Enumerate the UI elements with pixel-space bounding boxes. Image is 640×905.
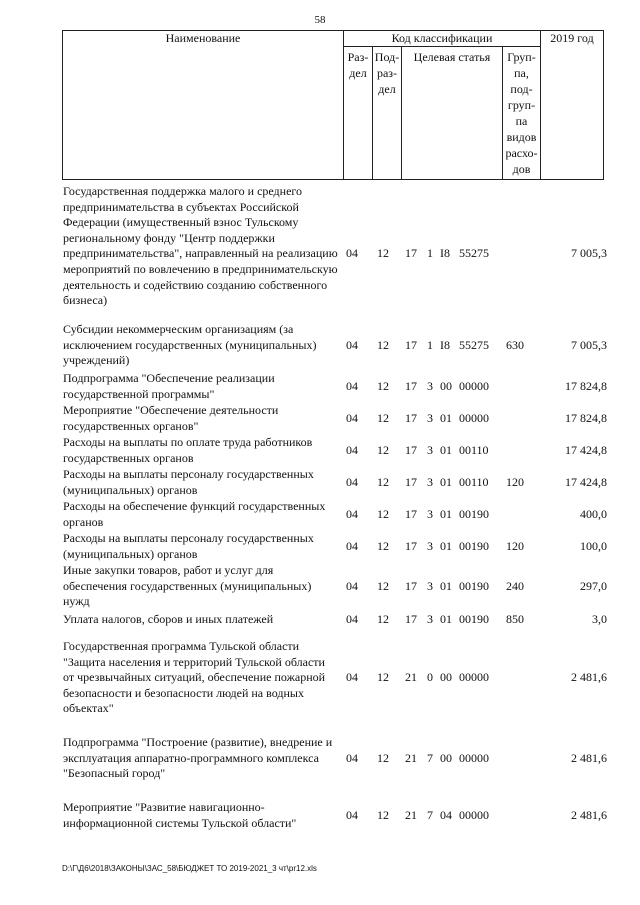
row-cs2: 0 — [427, 670, 433, 684]
row-cs4: 00110 — [459, 475, 489, 489]
row-amount: 7 005,3 — [571, 338, 607, 352]
row-cs4: 00190 — [459, 539, 489, 553]
row-podrazdel: 12 — [377, 751, 389, 765]
row-razdel: 04 — [346, 411, 358, 425]
header-gruppa: Груп- па, под- груп- па видов расхо- дов — [503, 47, 541, 180]
row-amount: 17 424,8 — [565, 475, 607, 489]
row-cs3: 01 — [440, 411, 452, 425]
row-podrazdel: 12 — [377, 246, 389, 260]
table-header — [62, 30, 604, 180]
row-amount: 17 824,8 — [565, 379, 607, 393]
row-name: Иные закупки товаров, работ и услуг для обеспечения государственных (муниципальных) нужд — [63, 563, 312, 609]
row-podrazdel: 12 — [377, 539, 389, 553]
header-celevaya: Целевая статья — [402, 47, 503, 180]
row-cs4: 00190 — [459, 507, 489, 521]
row-cs3: I8 — [440, 246, 450, 260]
row-name: Подпрограмма "Построение (развитие), внедрение и эксплуатация аппаратно-программного комплекса "Безопасный город" — [63, 735, 333, 781]
row-cs1: 21 — [405, 751, 417, 765]
header-year: 2019 год — [541, 31, 604, 180]
row-razdel: 04 — [346, 338, 358, 352]
row-cs3: 01 — [440, 507, 452, 521]
row-cs2: 1 — [427, 338, 433, 352]
row-cs4: 55275 — [459, 246, 489, 260]
row-cs3: 00 — [440, 751, 452, 765]
row-cs4: 55275 — [459, 338, 489, 352]
row-cs1: 17 — [405, 539, 417, 553]
row-podrazdel: 12 — [377, 507, 389, 521]
row-vr: 850 — [506, 612, 524, 626]
row-cs4: 00000 — [459, 379, 489, 393]
row-cs3: 01 — [440, 475, 452, 489]
row-cs2: 1 — [427, 246, 433, 260]
row-vr: 120 — [506, 475, 524, 489]
row-vr: 630 — [506, 338, 524, 352]
row-amount: 17 424,8 — [565, 443, 607, 457]
row-name: Подпрограмма "Обеспечение реализации государственной программы" — [63, 371, 275, 401]
row-cs4: 00110 — [459, 443, 489, 457]
row-cs2: 3 — [427, 539, 433, 553]
row-podrazdel: 12 — [377, 379, 389, 393]
row-amount: 2 481,6 — [571, 808, 607, 822]
page-number: 58 — [314, 14, 326, 26]
row-amount: 17 824,8 — [565, 411, 607, 425]
row-cs3: 01 — [440, 579, 452, 593]
row-amount: 2 481,6 — [571, 751, 607, 765]
row-cs2: 7 — [427, 751, 433, 765]
row-cs4: 00190 — [459, 612, 489, 626]
row-cs3: 01 — [440, 443, 452, 457]
row-razdel: 04 — [346, 507, 358, 521]
row-cs1: 21 — [405, 670, 417, 684]
row-podrazdel: 12 — [377, 670, 389, 684]
row-amount: 7 005,3 — [571, 246, 607, 260]
row-vr: 240 — [506, 579, 524, 593]
row-cs3: I8 — [440, 338, 450, 352]
row-cs2: 3 — [427, 379, 433, 393]
header-name: Наименование — [63, 31, 344, 180]
row-podrazdel: 12 — [377, 443, 389, 457]
row-razdel: 04 — [346, 379, 358, 393]
header-code-group: Код классификации — [344, 31, 541, 47]
row-podrazdel: 12 — [377, 411, 389, 425]
row-podrazdel: 12 — [377, 475, 389, 489]
row-cs4: 00000 — [459, 751, 489, 765]
row-podrazdel: 12 — [377, 579, 389, 593]
row-amount: 400,0 — [580, 507, 607, 521]
row-amount: 3,0 — [592, 612, 607, 626]
row-cs1: 17 — [405, 475, 417, 489]
row-podrazdel: 12 — [377, 808, 389, 822]
row-cs3: 00 — [440, 379, 452, 393]
header-podrazdel: Под- раз- дел — [373, 47, 402, 180]
row-cs4: 00000 — [459, 411, 489, 425]
row-cs4: 00000 — [459, 670, 489, 684]
row-amount: 100,0 — [580, 539, 607, 553]
header-razdel: Раз- дел — [344, 47, 373, 180]
row-amount: 297,0 — [580, 579, 607, 593]
row-amount: 2 481,6 — [571, 670, 607, 684]
row-cs1: 17 — [405, 579, 417, 593]
row-name: Субсидии некоммерческим организациям (за исключением государственных (муниципальных) учреждений) — [63, 322, 317, 368]
row-cs3: 01 — [440, 612, 452, 626]
row-name: Государственная программа Тульской области "Защита населения и территорий Тульской области от чрезвычайных ситуаций, обеспечение пожарной безопасности и безопасности людей на водных объектах" — [63, 639, 326, 716]
row-cs4: 00190 — [459, 579, 489, 593]
row-cs4: 00000 — [459, 808, 489, 822]
row-name: Мероприятие "Обеспечение деятельности государственных органов" — [63, 403, 279, 433]
row-cs3: 04 — [440, 808, 452, 822]
row-cs2: 3 — [427, 507, 433, 521]
row-name: Уплата налогов, сборов и иных платежей — [63, 612, 274, 626]
row-name: Расходы на обеспечение функций государственных органов — [63, 499, 326, 529]
row-cs1: 17 — [405, 612, 417, 626]
row-cs2: 3 — [427, 579, 433, 593]
file-path-footer: D:\Г\Д6\2018\ЗАКОНЫ\ЗАС_58\БЮДЖЕТ ТО 2019-2021_3 чт\pr12.xls — [62, 864, 317, 873]
row-razdel: 04 — [346, 612, 358, 626]
row-cs2: 3 — [427, 443, 433, 457]
row-cs2: 3 — [427, 612, 433, 626]
row-razdel: 04 — [346, 443, 358, 457]
row-vr: 120 — [506, 539, 524, 553]
row-name: Расходы на выплаты персоналу государственных (муниципальных) органов — [63, 467, 314, 497]
row-cs1: 21 — [405, 808, 417, 822]
row-name: Расходы на выплаты персоналу государственных (муниципальных) органов — [63, 531, 314, 561]
row-cs2: 3 — [427, 475, 433, 489]
row-name: Расходы на выплаты по оплате труда работников государственных органов — [63, 435, 313, 465]
row-cs1: 17 — [405, 338, 417, 352]
row-razdel: 04 — [346, 579, 358, 593]
row-name: Мероприятие "Развитие навигационно-информационной системы Тульской области" — [63, 800, 297, 830]
row-cs1: 17 — [405, 443, 417, 457]
row-cs3: 00 — [440, 670, 452, 684]
row-cs1: 17 — [405, 379, 417, 393]
row-podrazdel: 12 — [377, 338, 389, 352]
row-cs2: 3 — [427, 411, 433, 425]
row-cs1: 17 — [405, 507, 417, 521]
row-razdel: 04 — [346, 808, 358, 822]
row-razdel: 04 — [346, 475, 358, 489]
row-cs1: 17 — [405, 246, 417, 260]
row-cs2: 7 — [427, 808, 433, 822]
row-cs1: 17 — [405, 411, 417, 425]
row-razdel: 04 — [346, 751, 358, 765]
row-razdel: 04 — [346, 539, 358, 553]
row-name: Государственная поддержка малого и среднего предпринимательства в субъектах Российской Федерации (имущественный взнос Тульскому региональному фонду "Центр поддержки предпринимательства", направленный на реализацию мероприятий по вовлечению в предпринимательскую деятельность и содействию созданию собственного бизнеса) — [63, 184, 338, 308]
row-podrazdel: 12 — [377, 612, 389, 626]
row-razdel: 04 — [346, 246, 358, 260]
row-cs3: 01 — [440, 539, 452, 553]
row-razdel: 04 — [346, 670, 358, 684]
